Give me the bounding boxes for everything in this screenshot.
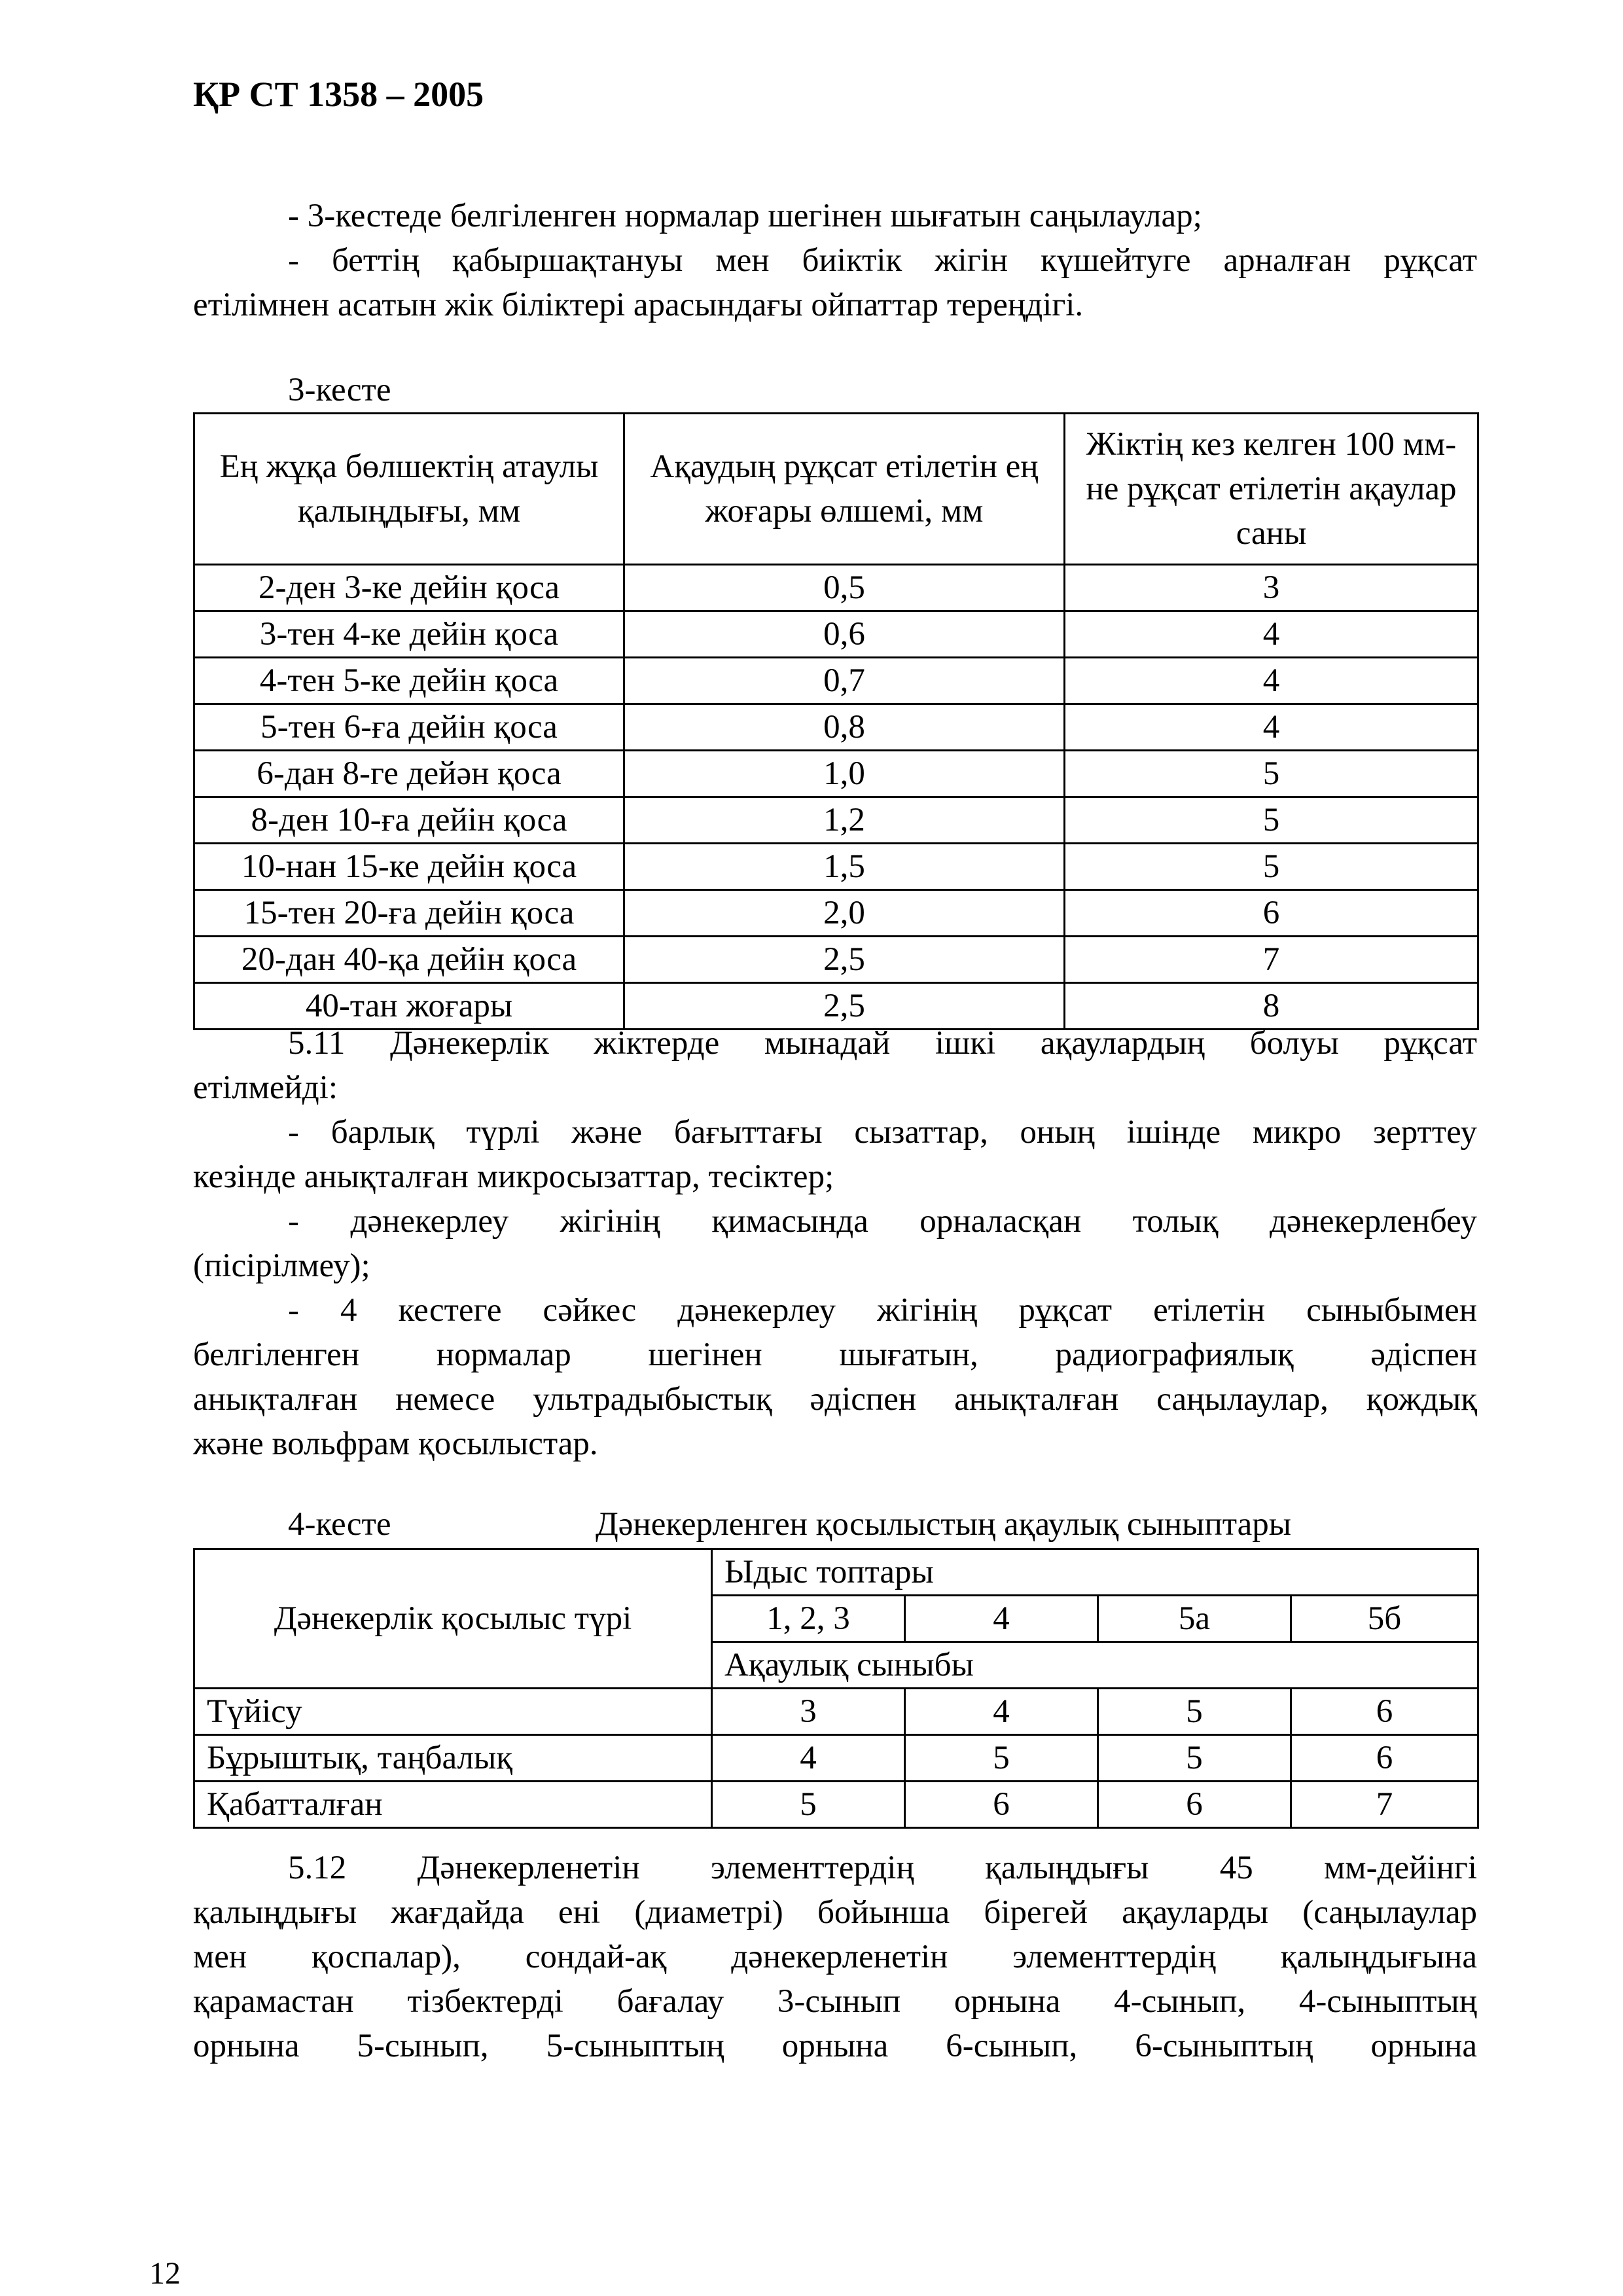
table4-group-2: 4	[905, 1596, 1098, 1642]
table3-cell-max-size: 0,5	[624, 565, 1065, 611]
table3-cell-count: 5	[1065, 844, 1478, 890]
table3-cell-thickness: 6-дан 8-ге дейән қоса	[194, 751, 624, 797]
table4-title: Дәнекерленген қосылыстың ақаулық сыныптары	[596, 1506, 1292, 1543]
page-number: 12	[149, 2256, 181, 2291]
table4-cell-class: 5	[1098, 1735, 1291, 1782]
table3-cell-max-size: 0,6	[624, 611, 1065, 658]
table3-cell-max-size: 1,2	[624, 797, 1065, 844]
section-5-11-bullet-1-line-1: - барлық түрлі және бағыттағы сызаттар, оның ішінде микро зерттеу	[288, 1114, 1477, 1151]
intro-paragraph	[193, 194, 1477, 327]
table3-row	[194, 751, 1478, 797]
table3-cell-count: 4	[1065, 704, 1478, 751]
table4-cell-joint-type: Қабатталған	[194, 1782, 712, 1828]
table3-cell-max-size: 2,5	[624, 937, 1065, 983]
table4-group-3: 5а	[1098, 1596, 1291, 1642]
table3-cell-thickness: 10-нан 15-ке дейін қоса	[194, 844, 624, 890]
table3-cell-max-size: 0,8	[624, 704, 1065, 751]
table4-defect-class-header: Ақаулық сыныбы	[712, 1642, 1478, 1689]
table3-cell-max-size: 1,5	[624, 844, 1065, 890]
table4-cell-joint-type: Түйісу	[194, 1689, 712, 1735]
table4-cell-class: 6	[1291, 1689, 1478, 1735]
table3-row	[194, 565, 1478, 611]
table4-group-1: 1, 2, 3	[712, 1596, 905, 1642]
table3-header-row	[194, 414, 1478, 565]
intro-bullet-2-line-1: - беттің қабыршақтануы мен биіктік жігін күшейтуге арналған рұқсат	[288, 242, 1477, 279]
table4-steel-groups-header: Ыдыс топтары	[712, 1549, 1478, 1596]
table3-cell-count: 5	[1065, 751, 1478, 797]
table4-group-4: 5б	[1291, 1596, 1478, 1642]
table3-cell-thickness: 2-ден 3-ке дейін қоса	[194, 565, 624, 611]
table3-row	[194, 704, 1478, 751]
table4-caption: 4-кесте	[288, 1506, 391, 1543]
table3-row	[194, 611, 1478, 658]
table-3	[193, 412, 1479, 1030]
table3-caption: 3-кесте	[288, 372, 391, 408]
table4-cell-class: 5	[712, 1782, 905, 1828]
intro-bullet-1: - 3-кестеде белгіленген нормалар шегінен шығатын саңылаулар;	[288, 198, 1202, 234]
table3-row	[194, 937, 1478, 983]
table3-row	[194, 844, 1478, 890]
table3-header-max-size: Ақаудың рұқсат етілетін ең жоғары өлшемі, мм	[624, 414, 1065, 565]
intro-bullet-2-line-2: етілімнен асатын жік біліктері арасындағы ойпаттар тереңдігі.	[193, 287, 1084, 323]
table3-cell-count: 7	[1065, 937, 1478, 983]
table3-row	[194, 797, 1478, 844]
table3-cell-thickness: 4-тен 5-ке дейін қоса	[194, 658, 624, 704]
table4-cell-class: 3	[712, 1689, 905, 1735]
table4-cell-class: 5	[1098, 1689, 1291, 1735]
table3-cell-max-size: 0,7	[624, 658, 1065, 704]
table3-row	[194, 890, 1478, 937]
table3-cell-max-size: 1,0	[624, 751, 1065, 797]
table3-cell-thickness: 15-тен 20-ға дейін қоса	[194, 890, 624, 937]
table4-cell-class: 6	[905, 1782, 1098, 1828]
table3-cell-count: 6	[1065, 890, 1478, 937]
table4-joint-type-header: Дәнекерлік қосылыс түрі	[194, 1549, 712, 1689]
section-5-11-bullet-3-line-3: анықталған немесе ультрадыбыстық әдіспен анықталған саңылаулар, қождық	[193, 1381, 1477, 1418]
section-5-12	[193, 1846, 1477, 2068]
table4-cell-class: 5	[905, 1735, 1098, 1782]
table-4	[193, 1548, 1479, 1829]
table4-cell-class: 7	[1291, 1782, 1478, 1828]
section-5-11-bullet-3-line-1: - 4 кестеге сәйкес дәнекерлеу жігінің рұқсат етілетін сыныбымен	[288, 1292, 1477, 1329]
table4-row	[194, 1782, 1478, 1828]
table4-cell-class: 6	[1291, 1735, 1478, 1782]
table4-row	[194, 1689, 1478, 1735]
table3-cell-count: 4	[1065, 658, 1478, 704]
table4-cell-class: 6	[1098, 1782, 1291, 1828]
section-5-11-line-1: 5.11 Дәнекерлік жіктерде мынадай ішкі ақаулардың болуы рұқсат	[288, 1025, 1477, 1062]
table3-header-count: Жіктің кез келген 100 мм-не рұқсат етілетін ақаулар саны	[1065, 414, 1478, 565]
table4-cell-class: 4	[712, 1735, 905, 1782]
section-5-11-bullet-3-line-2: белгіленген нормалар шегінен шығатын, радиографиялық әдіспен	[193, 1336, 1477, 1373]
table4-groups-header-row	[194, 1549, 1478, 1596]
table3-cell-thickness: 40-тан жоғары	[194, 983, 624, 1030]
table3-cell-thickness: 5-тен 6-ға дейін қоса	[194, 704, 624, 751]
section-5-11-bullet-2-line-1: - дәнекерлеу жігінің қимасында орналасқан толық дәнекерленбеу	[288, 1203, 1477, 1240]
table3-cell-count: 8	[1065, 983, 1478, 1030]
section-5-12-line-4: қарамастан тізбектерді бағалау 3-сынып орнына 4-сынып, 4-сыныптың	[193, 1983, 1477, 2020]
table3-cell-thickness: 3-тен 4-ке дейін қоса	[194, 611, 624, 658]
section-5-11-line-2: етілмейді:	[193, 1069, 338, 1106]
table3-cell-count: 4	[1065, 611, 1478, 658]
table3-cell-thickness: 8-ден 10-ға дейін қоса	[194, 797, 624, 844]
document-code: ҚР СТ 1358 – 2005	[193, 75, 484, 114]
section-5-11-bullet-1-line-2: кезінде анықталған микросызаттар, тесіктер;	[193, 1158, 834, 1195]
table3-cell-thickness: 20-дан 40-қа дейін қоса	[194, 937, 624, 983]
section-5-12-line-2: қалыңдығы жағдайда ені (диаметрі) бойынша бірегей ақауларды (саңылаулар	[193, 1894, 1477, 1931]
section-5-12-line-3: мен қоспалар), сондай-ақ дәнекерленетін элементтердің қалыңдығына	[193, 1939, 1477, 1975]
table3-cell-max-size: 2,5	[624, 983, 1065, 1030]
table3-cell-count: 3	[1065, 565, 1478, 611]
table3-cell-count: 5	[1065, 797, 1478, 844]
section-5-11-bullet-3-line-4: және вольфрам қосылыстар.	[193, 1426, 598, 1462]
table4-row	[194, 1735, 1478, 1782]
section-5-11-bullet-2-line-2: (пісірілмеу);	[193, 1247, 370, 1284]
section-5-12-line-1: 5.12 Дәнекерленетін элементтердің қалыңдығы 45 мм-дейінгі	[288, 1850, 1477, 1886]
table3-row	[194, 658, 1478, 704]
table4-cell-joint-type: Бұрыштық, таңбалық	[194, 1735, 712, 1782]
section-5-11	[193, 1021, 1477, 1466]
table4-cell-class: 4	[905, 1689, 1098, 1735]
section-5-12-line-5: орнына 5-сынып, 5-сыныптың орнына 6-сынып, 6-сыныптың орнына	[193, 2028, 1477, 2064]
table3-cell-max-size: 2,0	[624, 890, 1065, 937]
table3-header-thickness: Ең жұқа бөлшектің атаулы қалыңдығы, мм	[194, 414, 624, 565]
